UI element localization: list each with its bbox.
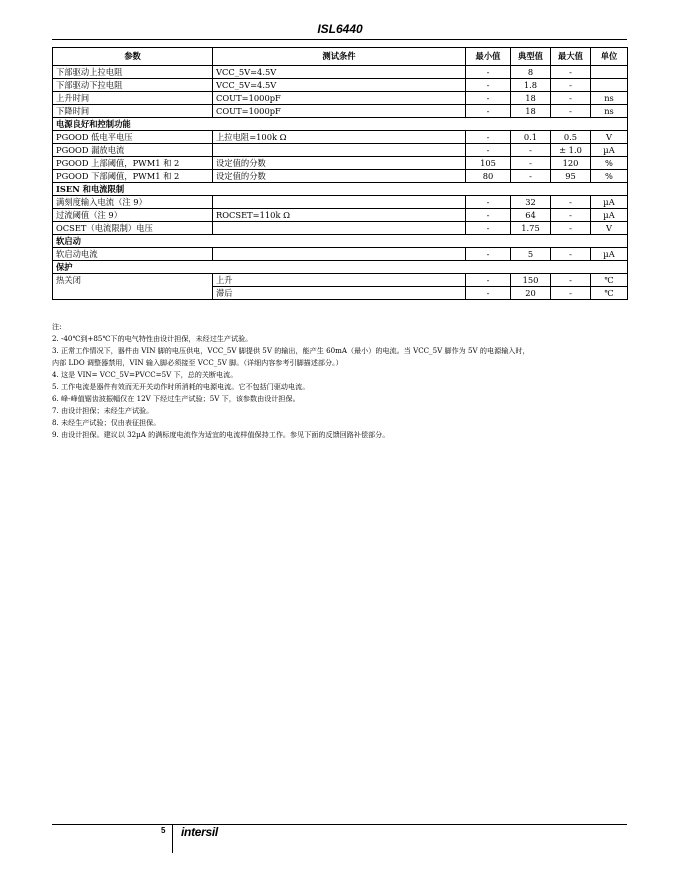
page-number: 5 [161, 826, 166, 835]
table-cell: - [466, 248, 511, 261]
table-cell: - [511, 157, 551, 170]
table-row [53, 222, 628, 235]
table-row [53, 287, 628, 300]
table-row [53, 66, 628, 79]
logo-text: intersil [181, 825, 218, 839]
table-cell: VCC_5V=4.5V [213, 79, 466, 92]
note-line: 8. 未经生产试验；仅由表征担保。 [52, 418, 161, 427]
table-cell: - [551, 248, 591, 261]
table-header-row [53, 48, 628, 66]
table-cell: - [466, 274, 511, 287]
table-cell: 滞后 [213, 287, 466, 300]
note-line: 7. 由设计担保；未经生产试验。 [52, 406, 154, 415]
table-cell: - [466, 79, 511, 92]
table-cell: 105 [466, 157, 511, 170]
table-cell: 软启动电流 [53, 248, 213, 261]
section-label: 保护 [53, 261, 628, 274]
footer-divider [172, 824, 173, 853]
table-cell: 18 [511, 92, 551, 105]
table-cell: - [511, 144, 551, 157]
table-cell: - [466, 66, 511, 79]
table-cell: µA [591, 144, 628, 157]
table-cell: % [591, 170, 628, 183]
table-cell: - [466, 92, 511, 105]
table-row [53, 274, 628, 287]
table-cell: µA [591, 209, 628, 222]
table-cell: 80 [466, 170, 511, 183]
table-cell: µA [591, 196, 628, 209]
table-cell: 20 [511, 287, 551, 300]
table-cell [591, 66, 628, 79]
table-cell: - [551, 287, 591, 300]
note-line: 5. 工作电流是器件有效而无开关动作时所消耗的电源电流。它不包括门驱动电流。 [52, 382, 310, 391]
table-row [53, 131, 628, 144]
col-header: 参数 [53, 48, 213, 66]
col-header: 典型值 [511, 48, 551, 66]
section-row [53, 235, 628, 248]
table-cell: V [591, 131, 628, 144]
table-cell: 设定值的分数 [213, 157, 466, 170]
table-cell [213, 222, 466, 235]
table-cell: ROCSET=110k Ω [213, 209, 466, 222]
table-cell: ns [591, 92, 628, 105]
table-cell: - [551, 196, 591, 209]
table-cell: 下部驱动上拉电阻 [53, 66, 213, 79]
section-label: 电源良好和控制功能 [53, 118, 628, 131]
table-cell: - [466, 196, 511, 209]
note-line: 内部 LDO 调整器禁用，VIN 输入脚必须接至 VCC_5V 脚。（详细内容参考引脚描述部分。） [52, 358, 343, 367]
table-cell: 上升 [213, 274, 466, 287]
table-cell: 64 [511, 209, 551, 222]
table-cell: % [591, 157, 628, 170]
table-row [53, 105, 628, 118]
table-cell: COUT=1000pF [213, 105, 466, 118]
intersil-logo [180, 823, 218, 839]
col-header: 测试条件 [213, 48, 466, 66]
table-row [53, 144, 628, 157]
table-row [53, 92, 628, 105]
table-cell: - [551, 92, 591, 105]
table-cell: - [551, 222, 591, 235]
table-cell: 32 [511, 196, 551, 209]
section-label: ISEN 和电流限制 [53, 183, 628, 196]
section-row [53, 118, 628, 131]
footer-rule [52, 824, 627, 825]
page-header-title: ISL6440 [317, 22, 363, 36]
table-cell: 0.1 [511, 131, 551, 144]
table-cell: ± 1.0 [551, 144, 591, 157]
table-cell: 下部驱动下拉电阻 [53, 79, 213, 92]
col-header: 最小值 [466, 48, 511, 66]
table-cell: 8 [511, 66, 551, 79]
table-cell: V [591, 222, 628, 235]
table-cell: 95 [551, 170, 591, 183]
table-cell: - [551, 66, 591, 79]
table-cell: 上拉电阻=100k Ω [213, 131, 466, 144]
table-row [53, 79, 628, 92]
table-cell: PGOOD 下部阈值，PWM1 和 2 [53, 170, 213, 183]
table-row [53, 196, 628, 209]
spec-table [52, 47, 628, 300]
col-header: 单位 [591, 48, 628, 66]
table-cell: 18 [511, 105, 551, 118]
col-header: 最大值 [551, 48, 591, 66]
table-cell [213, 144, 466, 157]
table-cell: - [551, 209, 591, 222]
note-line: 3. 正常工作情况下，器件由 VIN 脚的电压供电，VCC_5V 脚提供 5V 的输出，能产生 60mA（最小）的电流。当 VCC_5V 脚作为 5V 的电源输入时， [52, 346, 530, 355]
note-line: 4. 这是 VIN= VCC_5V=PVCC=5V 下，总的关断电流。 [52, 370, 238, 379]
table-cell: - [551, 105, 591, 118]
table-cell: 150 [511, 274, 551, 287]
table-cell: 5 [511, 248, 551, 261]
table-row [53, 209, 628, 222]
notes-block [52, 321, 632, 441]
table-cell: - [466, 222, 511, 235]
table-cell: ℃ [591, 287, 628, 300]
section-row [53, 183, 628, 196]
table-row [53, 248, 628, 261]
table-cell: 1.75 [511, 222, 551, 235]
table-cell: - [551, 274, 591, 287]
table-cell: PGOOD 漏放电流 [53, 144, 213, 157]
table-cell [213, 248, 466, 261]
table-cell: OCSET（电流限制）电压 [53, 222, 213, 235]
table-cell: - [466, 105, 511, 118]
table-cell [53, 287, 213, 300]
table-row [53, 157, 628, 170]
note-line: 注: [52, 322, 62, 331]
section-label: 软启动 [53, 235, 628, 248]
table-cell: - [551, 79, 591, 92]
table-cell: 下降时间 [53, 105, 213, 118]
table-cell: - [466, 144, 511, 157]
note-line: 9. 由设计担保。建议以 32µA 的满标度电流作为适宜的电流样值保持工作。参见下面的反馈回路补偿部分。 [52, 430, 390, 439]
table-cell: - [466, 287, 511, 300]
table-cell: 120 [551, 157, 591, 170]
table-cell: PGOOD 上部阈值，PWM1 和 2 [53, 157, 213, 170]
table-cell [591, 79, 628, 92]
table-cell: 设定值的分数 [213, 170, 466, 183]
table-cell [213, 196, 466, 209]
table-cell: VCC_5V=4.5V [213, 66, 466, 79]
table-row [53, 170, 628, 183]
header-rule [52, 39, 627, 40]
table-cell: 1.8 [511, 79, 551, 92]
table-cell: 过流阈值（注 9） [53, 209, 213, 222]
table-cell: 热关闭 [53, 274, 213, 287]
table-cell: ns [591, 105, 628, 118]
table-cell: - [511, 170, 551, 183]
table-cell: 上升时间 [53, 92, 213, 105]
note-line: 2. -40℃到+85℃下的电气特性由设计担保，未经过生产试验。 [52, 334, 253, 343]
table-cell: - [466, 209, 511, 222]
table-cell: 满刻度输入电流（注 9） [53, 196, 213, 209]
table-cell: ℃ [591, 274, 628, 287]
table-cell: PGOOD 低电平电压 [53, 131, 213, 144]
note-line: 6. 峰-峰值锯齿波振幅仅在 12V 下经过生产试验；5V 下，该参数由设计担保。 [52, 394, 300, 403]
table-cell: - [466, 131, 511, 144]
table-cell: 0.5 [551, 131, 591, 144]
table-cell: COUT=1000pF [213, 92, 466, 105]
table-cell: µA [591, 248, 628, 261]
section-row [53, 261, 628, 274]
